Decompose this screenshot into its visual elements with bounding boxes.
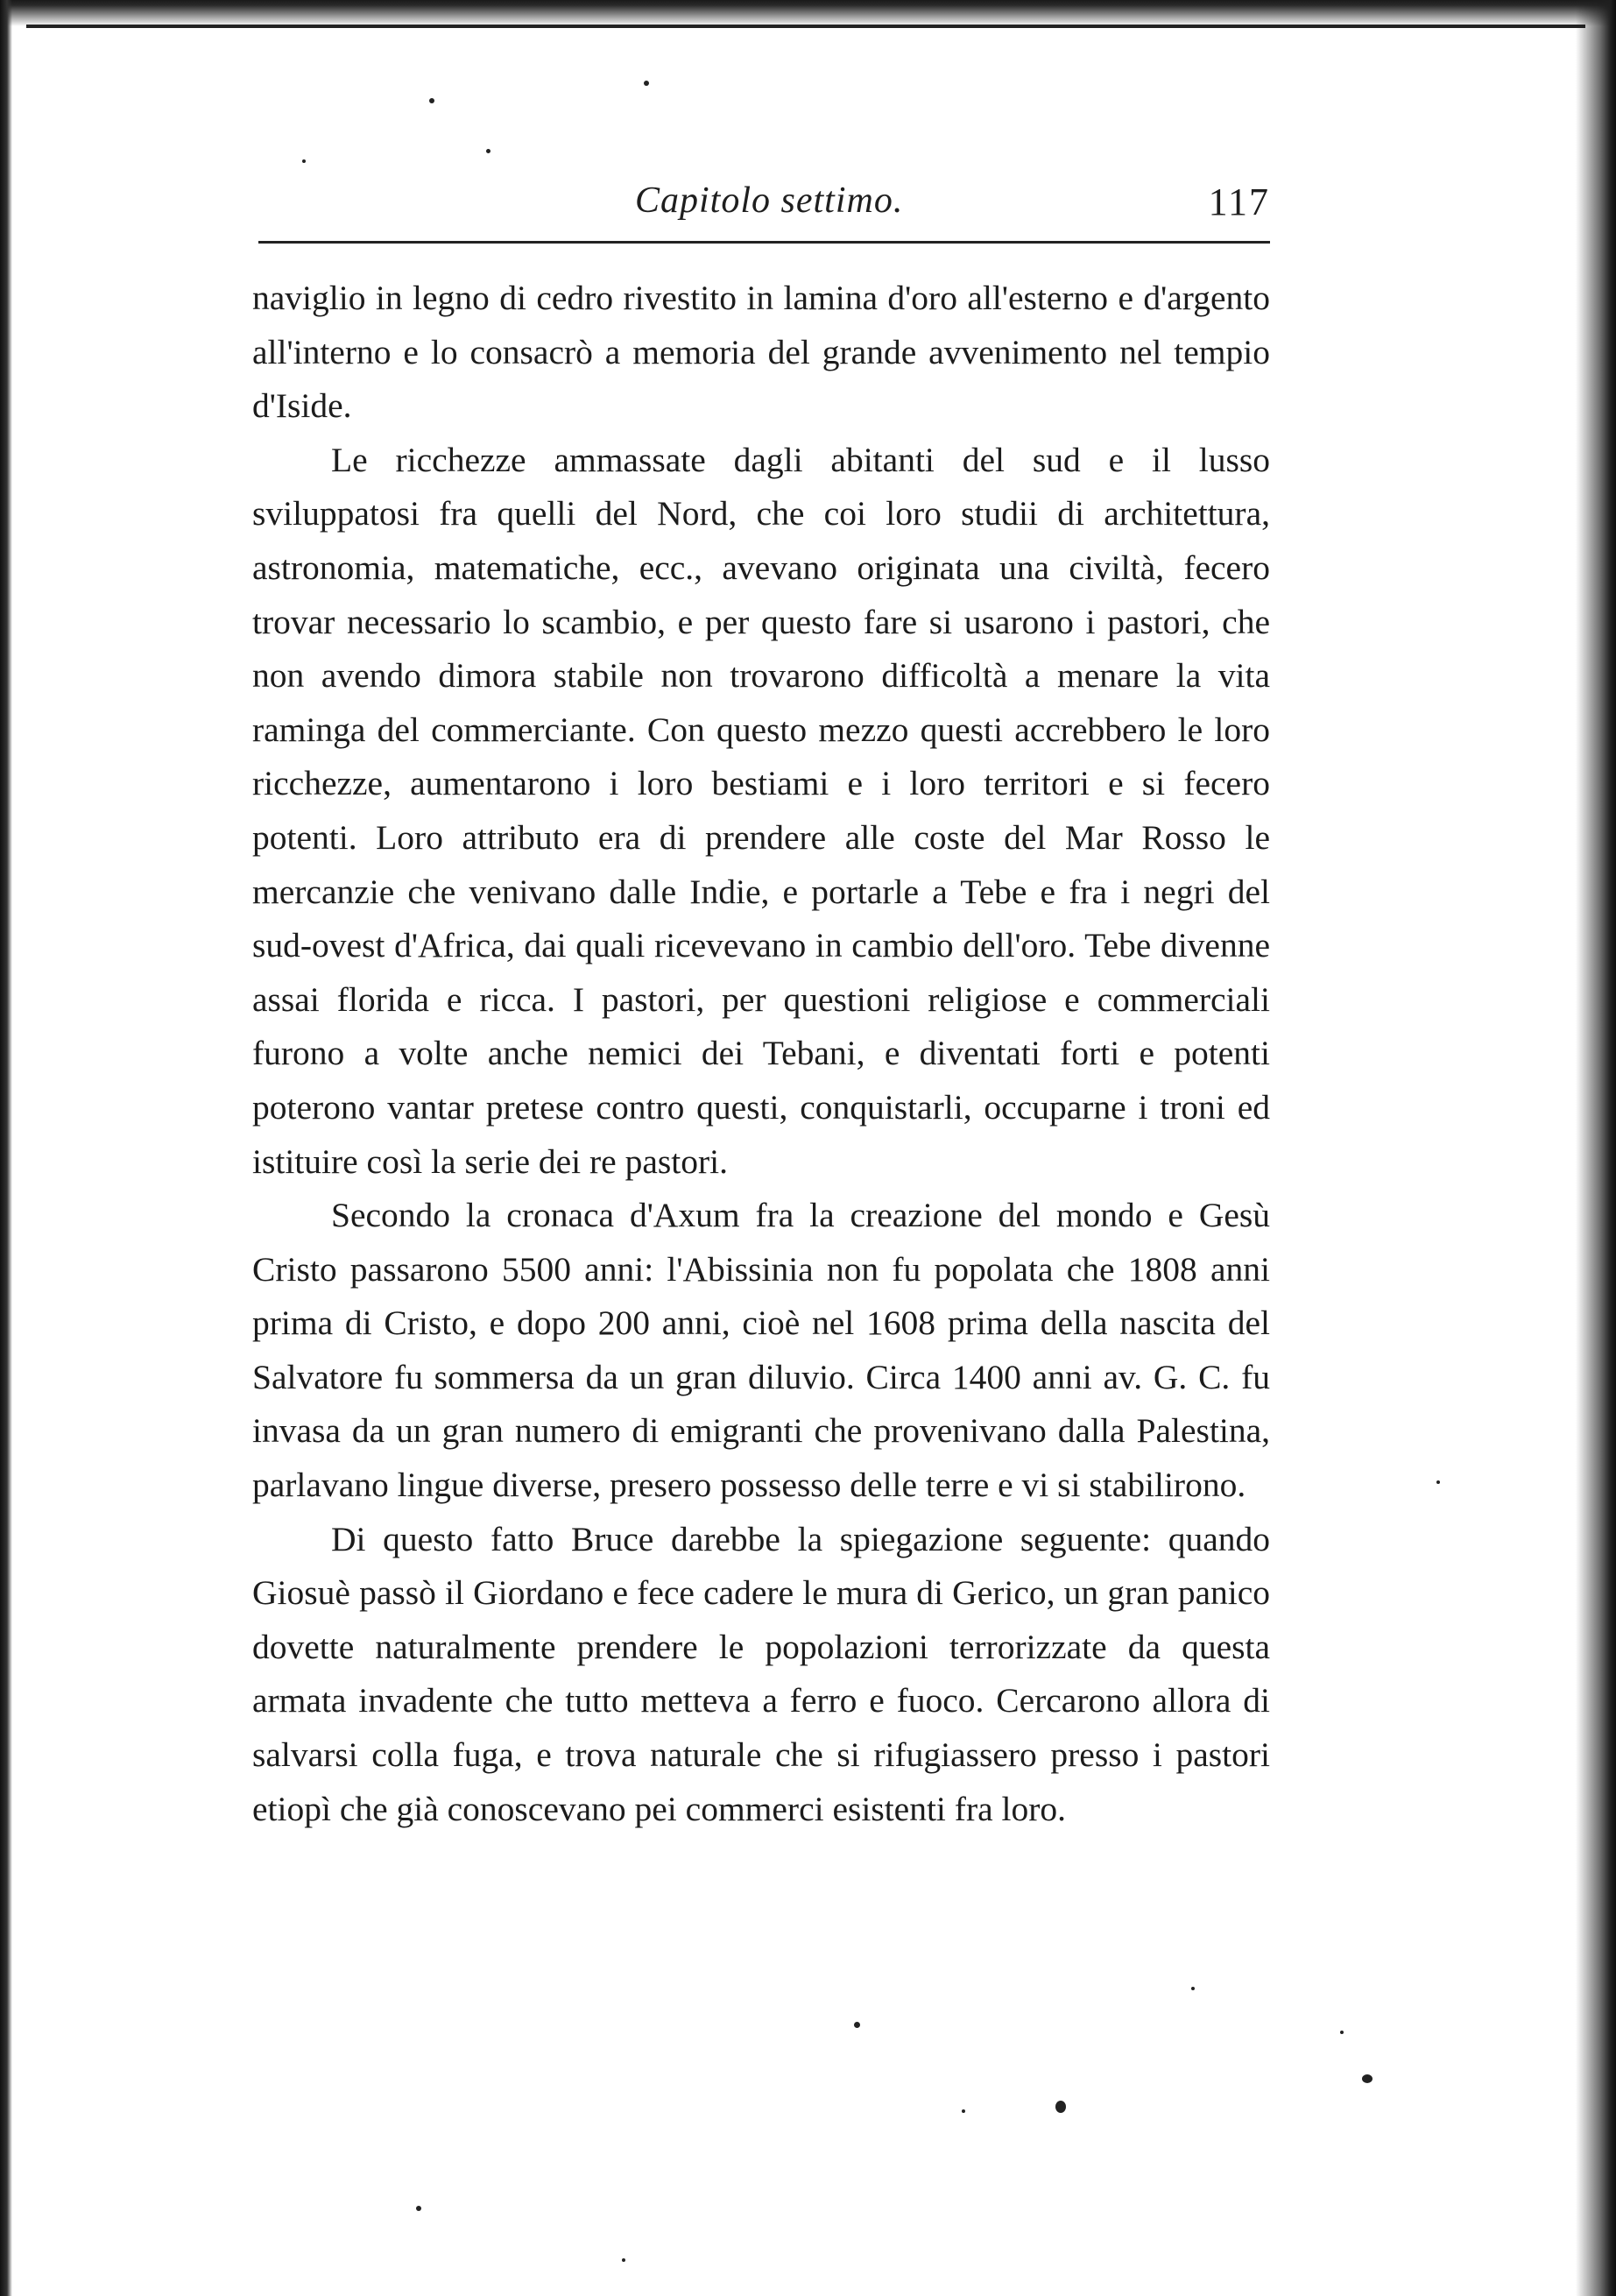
- scan-speck: [486, 149, 490, 153]
- scan-edge-top: [0, 0, 1616, 26]
- scan-speck: [1340, 2031, 1344, 2034]
- scan-edge-left: [0, 0, 12, 2296]
- scan-speck: [302, 159, 306, 163]
- page-number: 117: [1208, 180, 1270, 223]
- scan-speck: [962, 2109, 965, 2113]
- scan-speck: [622, 2258, 625, 2262]
- scan-speck: [644, 81, 649, 86]
- scan-speck: [1191, 1987, 1195, 1990]
- scan-edge-top-line: [26, 25, 1585, 28]
- scan-speck: [1436, 1480, 1440, 1484]
- paragraph: Secondo la cronaca d'Axum fra la creazione del mondo e Gesù Cristo passarono 5500 anni: l'Abissinia non fu popolata che 1808 anni prima di Cristo, e dopo 200 anni, cioè nel 1608 prima della nascita del Salvatore fu sommersa da un gran diluvio. Circa 1400 anni av. G. C. fu invasa da un gran numero di emigranti che provenivano dalla Palestina, parlavano lingue diverse, presero possesso delle terre e vi si stabilirono.: [252, 1196, 1270, 1505]
- paragraph-continued: naviglio in legno di cedro rivestito in lamina d'oro all'esterno e d'argento all'interno e lo consacrò a memoria del grande avvenimento nel tempio d'Iside.: [252, 279, 1270, 426]
- scan-speck: [854, 2022, 860, 2028]
- header-rule: [258, 241, 1270, 244]
- scan-speck: [1362, 2074, 1373, 2083]
- chapter-title: Capitolo settimo.: [635, 180, 904, 221]
- scan-speck: [429, 98, 434, 103]
- scan-edge-right: [1576, 0, 1616, 2296]
- paragraph: Di questo fatto Bruce darebbe la spiegazione seguente: quando Giosuè passò il Giordano e fece cadere le mura di Gerico, un gran panico dovette naturalmente prendere le popolazioni terrorizzate da questa armata invadente che tutto metteva a ferro e fuoco. Cercarono allora di salvarsi colla fuga, e trova naturale che si rifugiassero presso i pastori etiopì che già conoscevano pei commerci esistenti fra loro.: [252, 1519, 1270, 1828]
- body-text: [252, 272, 1270, 1836]
- running-head: [258, 171, 1270, 232]
- scan-speck: [1055, 2101, 1066, 2113]
- scan-speck: [416, 2206, 421, 2211]
- paragraph: Le ricchezze ammassate dagli abitanti del sud e il lusso sviluppatosi fra quelli del Nord, che coi loro studii di architettura, astronomia, matematiche, ecc., avevano originata una civiltà, fecero trovar necessario lo scambio, e per questo fare si usarono i pastori, che non avendo dimora stabile non trovarono difficoltà a menare la vita raminga del commerciante. Con questo mezzo questi accrebbero le loro ricchezze, aumentarono i loro bestiami e i loro territori e si fecero potenti. Loro attributo era di prendere alle coste del Mar Rosso le mercanzie che venivano dalle Indie, e portarle a Tebe e fra i negri del sud-ovest d'Africa, dai quali ricevevano in cambio dell'oro. Tebe divenne assai florida e ricca. I pastori, per questioni religiose e commerciali furono a volte anche nemici dei Tebani, e diventati forti e potenti poterono vantar pretese contro questi, conquistarli, occuparne i troni ed istituire così la serie dei re pastori.: [252, 440, 1270, 1181]
